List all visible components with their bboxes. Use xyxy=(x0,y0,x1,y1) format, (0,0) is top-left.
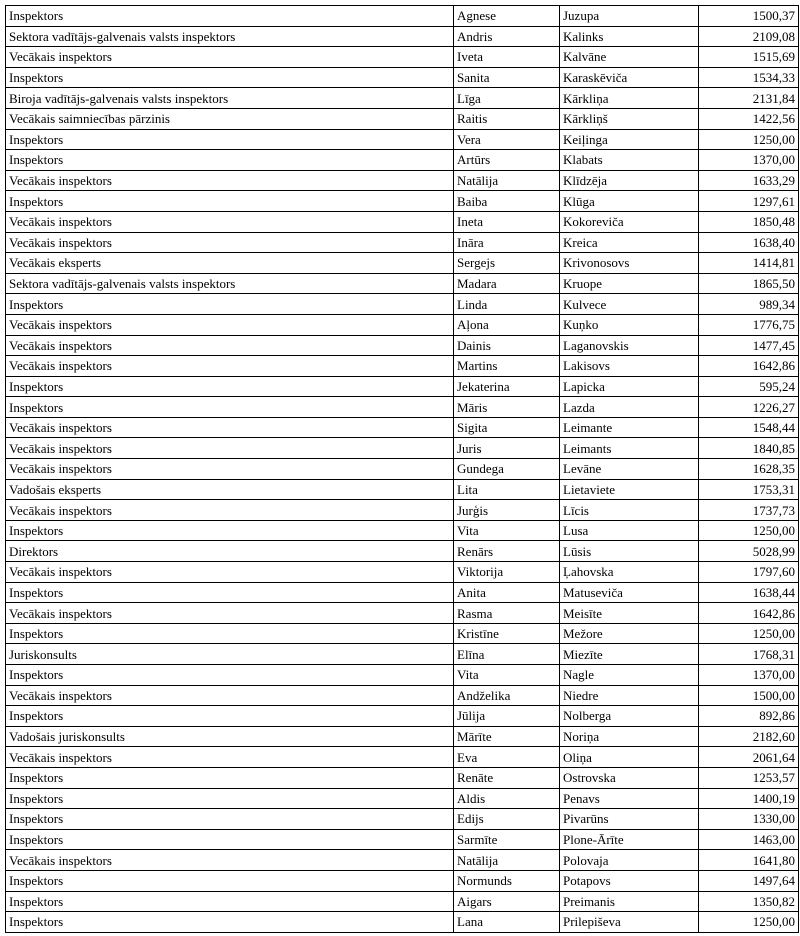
first-name-cell: Baiba xyxy=(454,191,560,212)
position-cell: Inspektors xyxy=(6,870,454,891)
position-cell: Inspektors xyxy=(6,520,454,541)
first-name-cell: Jūlija xyxy=(454,706,560,727)
position-cell: Vecākais inspektors xyxy=(6,459,454,480)
last-name-cell: Karaskēviča xyxy=(560,67,699,88)
salary-cell: 1500,00 xyxy=(699,685,799,706)
table-row xyxy=(6,809,799,830)
salary-cell: 1370,00 xyxy=(699,150,799,171)
table-row xyxy=(6,211,799,232)
position-cell: Vecākais inspektors xyxy=(6,47,454,68)
first-name-cell: Renārs xyxy=(454,541,560,562)
table-row xyxy=(6,397,799,418)
position-cell: Inspektors xyxy=(6,67,454,88)
first-name-cell: Andris xyxy=(454,26,560,47)
salary-cell: 2109,08 xyxy=(699,26,799,47)
position-cell: Inspektors xyxy=(6,706,454,727)
last-name-cell: Polovaja xyxy=(560,850,699,871)
last-name-cell: Levāne xyxy=(560,459,699,480)
position-cell: Inspektors xyxy=(6,829,454,850)
last-name-cell: Lietaviete xyxy=(560,479,699,500)
position-cell: Inspektors xyxy=(6,891,454,912)
first-name-cell: Linda xyxy=(454,294,560,315)
table-row xyxy=(6,685,799,706)
table-row xyxy=(6,665,799,686)
position-cell: Vecākais inspektors xyxy=(6,500,454,521)
last-name-cell: Lapicka xyxy=(560,376,699,397)
last-name-cell: Plone-Ārīte xyxy=(560,829,699,850)
table-row xyxy=(6,891,799,912)
position-cell: Vecākais inspektors xyxy=(6,232,454,253)
position-cell: Inspektors xyxy=(6,376,454,397)
position-cell: Vecākais inspektors xyxy=(6,335,454,356)
salary-cell: 2061,64 xyxy=(699,747,799,768)
position-cell: Inspektors xyxy=(6,582,454,603)
position-cell: Vecākais inspektors xyxy=(6,747,454,768)
last-name-cell: Keiļinga xyxy=(560,129,699,150)
position-cell: Vecākais inspektors xyxy=(6,438,454,459)
table-row xyxy=(6,520,799,541)
position-cell: Inspektors xyxy=(6,809,454,830)
last-name-cell: Nolberga xyxy=(560,706,699,727)
position-cell: Vecākais inspektors xyxy=(6,603,454,624)
table-row xyxy=(6,788,799,809)
last-name-cell: Lūsis xyxy=(560,541,699,562)
first-name-cell: Māris xyxy=(454,397,560,418)
last-name-cell: Kreica xyxy=(560,232,699,253)
position-cell: Direktors xyxy=(6,541,454,562)
salary-cell: 1477,45 xyxy=(699,335,799,356)
first-name-cell: Ināra xyxy=(454,232,560,253)
position-cell: Vadošais juriskonsults xyxy=(6,726,454,747)
first-name-cell: Aldis xyxy=(454,788,560,809)
first-name-cell: Vita xyxy=(454,520,560,541)
last-name-cell: Krivonosovs xyxy=(560,253,699,274)
first-name-cell: Aļona xyxy=(454,314,560,335)
table-row xyxy=(6,376,799,397)
position-cell: Sektora vadītājs-galvenais valsts inspektors xyxy=(6,26,454,47)
table-row xyxy=(6,129,799,150)
last-name-cell: Oliņa xyxy=(560,747,699,768)
salary-cell: 1250,00 xyxy=(699,912,799,933)
first-name-cell: Madara xyxy=(454,273,560,294)
last-name-cell: Mežore xyxy=(560,623,699,644)
salary-cell: 1865,50 xyxy=(699,273,799,294)
table-row xyxy=(6,294,799,315)
last-name-cell: Kārkliņa xyxy=(560,88,699,109)
first-name-cell: Iveta xyxy=(454,47,560,68)
table-row xyxy=(6,170,799,191)
last-name-cell: Potapovs xyxy=(560,870,699,891)
salary-cell: 1422,56 xyxy=(699,108,799,129)
last-name-cell: Lusa xyxy=(560,520,699,541)
table-row xyxy=(6,191,799,212)
position-cell: Vadošais eksperts xyxy=(6,479,454,500)
salary-cell: 1250,00 xyxy=(699,520,799,541)
table-row xyxy=(6,273,799,294)
last-name-cell: Klīdzēja xyxy=(560,170,699,191)
table-row xyxy=(6,767,799,788)
salary-cell: 1642,86 xyxy=(699,603,799,624)
table-row xyxy=(6,26,799,47)
position-cell: Vecākais inspektors xyxy=(6,562,454,583)
salary-cell: 1534,33 xyxy=(699,67,799,88)
last-name-cell: Kalinks xyxy=(560,26,699,47)
last-name-cell: Līcis xyxy=(560,500,699,521)
last-name-cell: Ostrovska xyxy=(560,767,699,788)
salary-cell: 1370,00 xyxy=(699,665,799,686)
first-name-cell: Ineta xyxy=(454,211,560,232)
table-row xyxy=(6,459,799,480)
table-row xyxy=(6,829,799,850)
position-cell: Inspektors xyxy=(6,294,454,315)
salary-cell: 1500,37 xyxy=(699,6,799,27)
last-name-cell: Kuņko xyxy=(560,314,699,335)
last-name-cell: Miezīte xyxy=(560,644,699,665)
last-name-cell: Leimants xyxy=(560,438,699,459)
first-name-cell: Andželika xyxy=(454,685,560,706)
position-cell: Inspektors xyxy=(6,6,454,27)
last-name-cell: Lakisovs xyxy=(560,356,699,377)
table-row xyxy=(6,47,799,68)
last-name-cell: Leimante xyxy=(560,417,699,438)
first-name-cell: Gundega xyxy=(454,459,560,480)
first-name-cell: Artūrs xyxy=(454,150,560,171)
position-cell: Biroja vadītājs-galvenais valsts inspektors xyxy=(6,88,454,109)
salary-cell: 1548,44 xyxy=(699,417,799,438)
first-name-cell: Jurģis xyxy=(454,500,560,521)
salary-cell: 595,24 xyxy=(699,376,799,397)
position-cell: Vecākais inspektors xyxy=(6,170,454,191)
salary-cell: 1633,29 xyxy=(699,170,799,191)
last-name-cell: Klabats xyxy=(560,150,699,171)
salary-cell: 1250,00 xyxy=(699,623,799,644)
salary-cell: 1497,64 xyxy=(699,870,799,891)
salary-cell: 1797,60 xyxy=(699,562,799,583)
first-name-cell: Sigita xyxy=(454,417,560,438)
position-cell: Inspektors xyxy=(6,623,454,644)
last-name-cell: Pivarūns xyxy=(560,809,699,830)
salary-cell: 1350,82 xyxy=(699,891,799,912)
position-cell: Juriskonsults xyxy=(6,644,454,665)
first-name-cell: Jekaterina xyxy=(454,376,560,397)
last-name-cell: Matuseviča xyxy=(560,582,699,603)
position-cell: Vecākais inspektors xyxy=(6,356,454,377)
first-name-cell: Kristīne xyxy=(454,623,560,644)
salary-cell: 1515,69 xyxy=(699,47,799,68)
table-row xyxy=(6,67,799,88)
salary-cell: 989,34 xyxy=(699,294,799,315)
table-row xyxy=(6,726,799,747)
last-name-cell: Prilepiševa xyxy=(560,912,699,933)
table-row xyxy=(6,88,799,109)
last-name-cell: Klūga xyxy=(560,191,699,212)
table-row xyxy=(6,541,799,562)
position-cell: Inspektors xyxy=(6,767,454,788)
table-row xyxy=(6,108,799,129)
first-name-cell: Lana xyxy=(454,912,560,933)
last-name-cell: Juzupa xyxy=(560,6,699,27)
position-cell: Vecākais inspektors xyxy=(6,211,454,232)
first-name-cell: Aigars xyxy=(454,891,560,912)
table-row xyxy=(6,603,799,624)
last-name-cell: Meisīte xyxy=(560,603,699,624)
salary-table-body xyxy=(6,6,799,933)
position-cell: Inspektors xyxy=(6,150,454,171)
position-cell: Sektora vadītājs-galvenais valsts inspektors xyxy=(6,273,454,294)
first-name-cell: Eva xyxy=(454,747,560,768)
table-row xyxy=(6,562,799,583)
salary-cell: 1840,85 xyxy=(699,438,799,459)
first-name-cell: Vita xyxy=(454,665,560,686)
first-name-cell: Sergejs xyxy=(454,253,560,274)
position-cell: Vecākais inspektors xyxy=(6,850,454,871)
first-name-cell: Natālija xyxy=(454,170,560,191)
first-name-cell: Elīna xyxy=(454,644,560,665)
salary-cell: 1330,00 xyxy=(699,809,799,830)
salary-cell: 1768,31 xyxy=(699,644,799,665)
first-name-cell: Sarmīte xyxy=(454,829,560,850)
table-row xyxy=(6,356,799,377)
table-row xyxy=(6,706,799,727)
last-name-cell: Noriņa xyxy=(560,726,699,747)
last-name-cell: Kārkliņš xyxy=(560,108,699,129)
table-row xyxy=(6,417,799,438)
first-name-cell: Dainis xyxy=(454,335,560,356)
last-name-cell: Lazda xyxy=(560,397,699,418)
salary-cell: 1776,75 xyxy=(699,314,799,335)
salary-cell: 1400,19 xyxy=(699,788,799,809)
position-cell: Vecākais eksperts xyxy=(6,253,454,274)
first-name-cell: Natālija xyxy=(454,850,560,871)
first-name-cell: Anita xyxy=(454,582,560,603)
first-name-cell: Edijs xyxy=(454,809,560,830)
last-name-cell: Nagle xyxy=(560,665,699,686)
salary-cell: 1641,80 xyxy=(699,850,799,871)
salary-cell: 1638,44 xyxy=(699,582,799,603)
table-row xyxy=(6,479,799,500)
salary-cell: 1850,48 xyxy=(699,211,799,232)
position-cell: Inspektors xyxy=(6,912,454,933)
position-cell: Inspektors xyxy=(6,665,454,686)
table-row xyxy=(6,582,799,603)
salary-cell: 2182,60 xyxy=(699,726,799,747)
first-name-cell: Normunds xyxy=(454,870,560,891)
table-row xyxy=(6,6,799,27)
last-name-cell: Kruope xyxy=(560,273,699,294)
salary-cell: 1737,73 xyxy=(699,500,799,521)
table-row xyxy=(6,335,799,356)
position-cell: Inspektors xyxy=(6,788,454,809)
table-row xyxy=(6,253,799,274)
salary-cell: 1253,57 xyxy=(699,767,799,788)
table-row xyxy=(6,314,799,335)
salary-table xyxy=(5,5,799,933)
first-name-cell: Rasma xyxy=(454,603,560,624)
first-name-cell: Mārīte xyxy=(454,726,560,747)
salary-cell: 1250,00 xyxy=(699,129,799,150)
table-row xyxy=(6,623,799,644)
position-cell: Vecākais inspektors xyxy=(6,314,454,335)
last-name-cell: Kalvāne xyxy=(560,47,699,68)
salary-cell: 892,86 xyxy=(699,706,799,727)
salary-cell: 1226,27 xyxy=(699,397,799,418)
first-name-cell: Juris xyxy=(454,438,560,459)
position-cell: Inspektors xyxy=(6,129,454,150)
table-row xyxy=(6,850,799,871)
salary-cell: 1414,81 xyxy=(699,253,799,274)
table-row xyxy=(6,232,799,253)
salary-cell: 1642,86 xyxy=(699,356,799,377)
table-row xyxy=(6,150,799,171)
salary-cell: 1463,00 xyxy=(699,829,799,850)
position-cell: Inspektors xyxy=(6,397,454,418)
table-row xyxy=(6,747,799,768)
position-cell: Vecākais inspektors xyxy=(6,417,454,438)
first-name-cell: Raitis xyxy=(454,108,560,129)
salary-cell: 1297,61 xyxy=(699,191,799,212)
table-row xyxy=(6,500,799,521)
first-name-cell: Lita xyxy=(454,479,560,500)
last-name-cell: Penavs xyxy=(560,788,699,809)
position-cell: Vecākais inspektors xyxy=(6,685,454,706)
first-name-cell: Līga xyxy=(454,88,560,109)
table-row xyxy=(6,644,799,665)
last-name-cell: Kokoreviča xyxy=(560,211,699,232)
salary-cell: 1638,40 xyxy=(699,232,799,253)
first-name-cell: Viktorija xyxy=(454,562,560,583)
salary-cell: 5028,99 xyxy=(699,541,799,562)
first-name-cell: Renāte xyxy=(454,767,560,788)
last-name-cell: Niedre xyxy=(560,685,699,706)
position-cell: Inspektors xyxy=(6,191,454,212)
salary-cell: 1628,35 xyxy=(699,459,799,480)
salary-cell: 1753,31 xyxy=(699,479,799,500)
table-row xyxy=(6,870,799,891)
first-name-cell: Vera xyxy=(454,129,560,150)
table-row xyxy=(6,438,799,459)
last-name-cell: Laganovskis xyxy=(560,335,699,356)
last-name-cell: Preimanis xyxy=(560,891,699,912)
last-name-cell: Ļahovska xyxy=(560,562,699,583)
position-cell: Vecākais saimniecības pārzinis xyxy=(6,108,454,129)
last-name-cell: Kulvece xyxy=(560,294,699,315)
first-name-cell: Agnese xyxy=(454,6,560,27)
salary-cell: 2131,84 xyxy=(699,88,799,109)
first-name-cell: Sanita xyxy=(454,67,560,88)
first-name-cell: Martins xyxy=(454,356,560,377)
table-row xyxy=(6,912,799,933)
